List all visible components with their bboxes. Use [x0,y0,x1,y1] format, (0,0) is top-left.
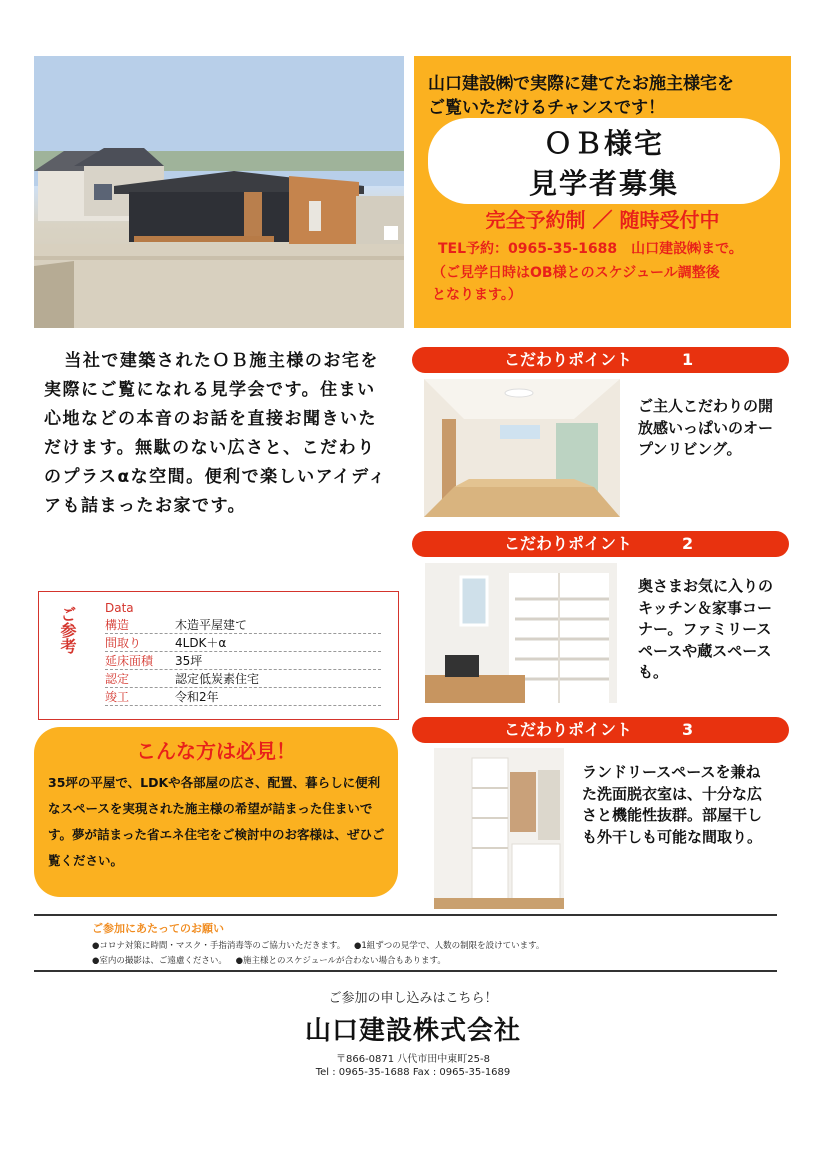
top-divider [34,914,777,916]
must-see-title: こんな方は必見！ [136,739,296,763]
request-item: ●コロナ対策に時間・マスク・手指消毒等のご協力いただきます。 [92,941,346,951]
data-key: 認定 [105,672,130,686]
intro-text: 当社で建築されたＯＢ施主様のお宅を実際にご覧になれる見学会です。住まい心地などの本音のお話を直接お聞きいただけます。無駄のない広さと、こだわりのプラスαな空間。便利で楽しいアイディアも詰まったお家です。 [44,351,387,516]
requests-line-1 [92,939,544,951]
point-banner-3 [412,717,789,743]
request-item: ●施主様とのスケジュールが合わない場合もあります。 [235,956,446,966]
point-banner-2 [412,531,789,557]
data-row [105,618,381,634]
announcement-panel [414,56,791,328]
schedule-note-line-2: となります。） [432,287,522,303]
data-title: Data [105,601,134,615]
kitchen-corner-photo [425,563,617,703]
data-value: 令和2年 [175,690,219,704]
point-2-text: 奥さまお気に入りのキッチン＆家事コーナー。ファミリースペースや蔵スペースも。 [638,577,774,681]
headline-line-1: 山口建設㈱で実際に建てたお施主様宅を [428,74,734,94]
page-title: ＯＢ様宅 [543,127,664,160]
point-number: 3 [682,720,694,739]
request-item: ●室内の撮影は、ご遠慮ください。 [92,956,227,966]
company-name: 山口建設株式会社 [304,1016,521,1046]
point-number: 1 [682,350,694,369]
data-row [105,690,381,706]
data-row [105,636,381,652]
data-value: 認定低炭素住宅 [175,672,260,686]
point-label: こだわりポイント [504,720,633,739]
must-see-body: 35坪の平屋で、LDKや各部屋の広さ、配置、暮らしに便利なスペースを実現された施主様の希望が詰まった住まいです。夢が詰まった省エネ住宅をご検討中のお客様は、ぜひご覧ください。 [48,775,385,868]
data-row [105,672,381,688]
reservation-text: 完全予約制 ／ 随時受付中 [485,208,720,232]
title-pill [428,118,780,204]
tel-reservation: TEL予約：0965-35-1688 山口建設㈱まで。 [438,241,743,257]
data-key: 延床面積 [105,654,154,668]
data-value: 35坪 [175,654,203,668]
announcement-headline [428,72,788,120]
requests-title: ご参加にあたってのお願い [92,922,224,935]
requests-line-2 [92,954,446,966]
data-value: 木造平屋建て [175,618,248,632]
data-value: 4LDK＋α [175,636,227,650]
apply-text: ご参加の申し込みはこちら！ [328,991,498,1006]
data-key: 構造 [105,618,130,632]
schedule-note-line-1: （ご見学日時はOB様とのスケジュール調整後 [432,265,720,281]
page-subtitle: 見学者募集 [528,167,679,200]
schedule-note [432,262,782,306]
point-3-text: ランドリースペースを兼ねた洗面脱衣室は、十分な広さと機能性抜群。部屋干しも外干しも可能な間取り。 [582,763,763,846]
reference-side-label: ご参考 [58,606,77,654]
headline-line-2: ご覧いただけるチャンスです！ [428,98,665,118]
bottom-divider [34,970,777,972]
point-1-text: ご主人こだわりの開放感いっぱいのオープンリビング。 [638,397,774,458]
company-address: 〒866-0871 八代市田中東町25-8 [335,1054,491,1065]
point-number: 2 [682,534,694,553]
company-tel-fax: Tel : 0965-35-1688 Fax : 0965-35-1689 [315,1067,511,1078]
point-banner-1 [412,347,789,373]
point-label: こだわりポイント [504,350,633,369]
laundry-room-photo [434,748,564,909]
data-key: 間取り [105,636,142,650]
reference-data-box [38,591,399,720]
must-see-box [34,727,398,897]
data-key: 竣工 [105,690,130,704]
house-exterior-photo [34,56,404,328]
point-label: こだわりポイント [504,534,633,553]
request-item: ●1組ずつの見学で、人数の制限を設けています。 [353,941,545,951]
living-room-photo [424,379,620,517]
data-row [105,654,381,670]
